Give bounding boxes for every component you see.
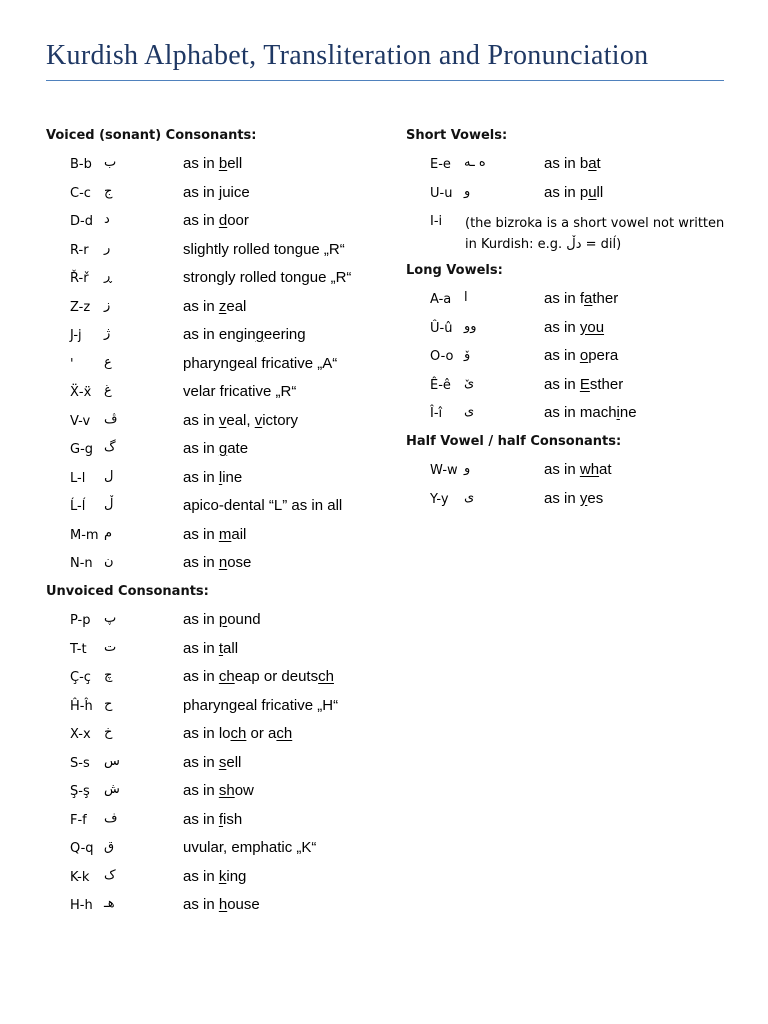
latin-letter: Ĺ-ĺ	[70, 499, 86, 514]
arabic-letter: ق	[104, 839, 115, 854]
pronunciation-text: sther	[589, 375, 624, 393]
latin-letter: '	[70, 356, 74, 372]
latin-letter: Û-û	[430, 320, 453, 336]
pronunciation-text: eal	[226, 297, 247, 315]
letter-row	[70, 811, 390, 833]
pronunciation-highlight: j	[218, 183, 223, 201]
latin-letter: Î-î	[430, 406, 443, 421]
pronunciation-text: as in	[544, 489, 580, 507]
pronunciation	[183, 526, 246, 543]
letter-row	[70, 298, 390, 320]
latin-letter: J-j	[70, 328, 82, 343]
pronunciation-text: oor	[227, 212, 249, 229]
pronunciation-text: as in	[183, 867, 219, 885]
pronunciation	[183, 640, 238, 657]
letter-row	[430, 404, 750, 426]
letter-row	[70, 697, 390, 719]
pronunciation-highlight: a	[588, 155, 597, 172]
pronunciation-text: as in b	[544, 155, 589, 172]
pronunciation	[183, 896, 260, 913]
pronunciation-highlight: sh	[218, 782, 235, 799]
pronunciation-highlight: n	[218, 554, 228, 571]
pronunciation-text: ll	[596, 183, 604, 201]
arabic-letter: ی	[464, 404, 475, 419]
latin-letter: F-f	[70, 812, 87, 828]
latin-letter: C-c	[70, 185, 91, 201]
pronunciation-text: as in	[183, 810, 219, 828]
pronunciation-highlight: t	[218, 639, 224, 657]
arabic-letter: ح	[104, 696, 113, 712]
pronunciation-highlight: you	[579, 318, 605, 336]
latin-letter: M-m	[70, 527, 99, 543]
pronunciation-text: as in	[544, 347, 580, 364]
pronunciation-text: as in p	[544, 183, 589, 201]
pronunciation	[544, 490, 603, 507]
arabic-letter: ژ	[104, 326, 111, 341]
letter-row	[70, 212, 390, 234]
pronunciation	[183, 269, 351, 286]
pronunciation-highlight: ch	[318, 668, 334, 685]
letter-row	[70, 868, 390, 890]
pronunciation-text: eal,	[226, 411, 255, 429]
latin-letter: P-p	[70, 613, 91, 628]
pronunciation-text: as in	[183, 753, 219, 771]
pronunciation	[183, 383, 296, 400]
pronunciation	[183, 782, 254, 799]
letter-row	[70, 269, 390, 291]
arabic-letter: ل	[104, 468, 114, 484]
letter-row	[70, 440, 390, 462]
pronunciation	[183, 440, 248, 457]
arabic-letter: و	[464, 461, 471, 476]
pronunciation-text: velar fricative „R“	[183, 383, 297, 400]
pronunciation-highlight: l	[218, 468, 223, 486]
latin-letter: A-a	[430, 292, 452, 307]
pronunciation	[183, 611, 261, 628]
arabic-letter: ۆ	[464, 347, 471, 362]
pronunciation	[183, 697, 338, 714]
pronunciation-text: ictory	[262, 411, 299, 429]
pronunciation	[183, 355, 337, 372]
letter-row	[70, 469, 390, 491]
pronunciation	[183, 868, 246, 885]
pronunciation-text: as in	[183, 554, 219, 571]
arabic-letter: گ	[104, 440, 116, 455]
latin-letter: E-e	[430, 157, 451, 172]
pronunciation-text: pharyngeal fricative „A“	[183, 354, 338, 372]
letter-row	[70, 554, 390, 576]
pronunciation-highlight: z	[218, 297, 227, 315]
letter-row	[70, 611, 390, 633]
pronunciation-text: as in	[183, 212, 219, 229]
pronunciation-highlight: g	[255, 326, 264, 343]
pronunciation	[544, 319, 604, 336]
pronunciation-highlight: ch	[230, 725, 247, 742]
bizroka-example-arabic: دڵ	[566, 237, 582, 252]
unvoiced-consonants-heading: Unvoiced Consonants:	[46, 584, 209, 599]
latin-letter: K-k	[70, 869, 90, 885]
letter-row	[430, 290, 750, 312]
latin-letter: R-r	[70, 242, 89, 258]
letter-row	[70, 412, 390, 434]
letter-row	[430, 319, 750, 341]
latin-letter: U-u	[430, 185, 453, 201]
pronunciation-text: ose	[227, 554, 252, 571]
arabic-letter: ێ	[464, 375, 475, 391]
letter-row	[70, 640, 390, 662]
pronunciation-text: as in f	[544, 290, 585, 307]
pronunciation-highlight: d	[218, 212, 228, 229]
latin-letter: D-d	[70, 214, 93, 229]
arabic-letter: م	[104, 525, 113, 541]
pronunciation	[183, 554, 251, 571]
pronunciation-text: es	[587, 489, 604, 507]
bizroka-note-line2	[465, 234, 724, 255]
arabic-letter: و	[464, 183, 471, 199]
pronunciation	[544, 184, 603, 201]
latin-letter: Q-q	[70, 841, 94, 856]
letter-row	[430, 155, 750, 177]
latin-letter: Y-y	[430, 491, 449, 507]
latin-letter: B-b	[70, 157, 92, 172]
pronunciation-text: as in	[183, 468, 219, 486]
letter-row	[70, 497, 390, 519]
letter-row	[70, 725, 390, 747]
pronunciation-text: as in	[183, 668, 219, 685]
pronunciation-highlight: u	[588, 183, 597, 201]
pronunciation-text: as in	[183, 183, 219, 201]
pronunciation-text: pera	[588, 347, 619, 364]
pronunciation-text: apico-dental “L” as in all	[183, 497, 343, 514]
pronunciation-text: as in	[544, 461, 580, 478]
letter-row	[430, 461, 750, 483]
bizroka-row	[430, 212, 730, 256]
latin-letter: O-o	[430, 349, 454, 364]
pronunciation	[544, 404, 637, 421]
bizroka-note-line1: (the bizroka is a short vowel not written	[465, 216, 725, 231]
pronunciation	[183, 497, 342, 514]
pronunciation-text: as in	[544, 375, 580, 393]
pronunciation-text: strongly rolled tongue „R“	[183, 269, 352, 286]
arabic-letter: ب	[104, 155, 117, 170]
pronunciation	[544, 347, 618, 364]
pronunciation	[183, 668, 334, 685]
pronunciation-highlight: h	[218, 896, 228, 913]
arabic-letter: خ	[104, 725, 113, 740]
arabic-letter: ڵ	[104, 497, 114, 512]
letter-row	[70, 896, 390, 918]
pronunciation	[183, 184, 250, 201]
letter-row	[430, 376, 750, 398]
pronunciation-highlight: b	[218, 155, 228, 172]
pronunciation-highlight: wh	[579, 461, 600, 478]
pronunciation	[544, 290, 618, 307]
arabic-letter: ت	[104, 639, 117, 655]
pronunciation-text: as in	[183, 782, 219, 799]
arabic-letter: س	[104, 753, 120, 769]
latin-letter: T-t	[70, 641, 87, 657]
latin-letter: Ç-ç	[70, 670, 91, 685]
latin-letter: I-i	[430, 214, 443, 229]
pronunciation	[183, 839, 316, 856]
pronunciation-highlight: ch	[276, 725, 293, 742]
pronunciation-text: eering	[263, 326, 306, 343]
arabic-letter: ع	[104, 354, 112, 370]
letter-row	[70, 355, 390, 377]
pronunciation-text: slightly rolled tongue „R“	[183, 240, 345, 258]
latin-letter: N-n	[70, 556, 93, 571]
letter-row	[70, 155, 390, 177]
letter-row	[70, 526, 390, 548]
pronunciation-highlight: g	[218, 440, 228, 457]
pronunciation-text: at	[599, 461, 612, 478]
pronunciation-text: uice	[222, 183, 250, 201]
letter-row	[70, 383, 390, 405]
pronunciation-text: as in	[183, 297, 219, 315]
letter-row	[70, 241, 390, 263]
pronunciation-text: t	[596, 155, 601, 172]
pronunciation-highlight: v	[218, 411, 227, 429]
pronunciation-text: as in	[183, 639, 219, 657]
pronunciation-text: ish	[223, 810, 243, 828]
latin-letter: L-l	[70, 470, 86, 486]
long-vowels-heading: Long Vowels:	[406, 263, 503, 278]
pronunciation-text: ail	[231, 525, 247, 543]
arabic-letter: پ	[104, 611, 117, 626]
arabic-letter: چ	[104, 668, 113, 683]
pronunciation-text: eap or deuts	[234, 668, 319, 685]
pronunciation-text: as in	[544, 318, 580, 336]
arabic-letter: وو	[464, 318, 477, 334]
pronunciation-text: as in	[183, 896, 219, 913]
arabic-letter: ن	[104, 554, 114, 569]
pronunciation-highlight: v	[254, 411, 263, 429]
pronunciation	[544, 155, 601, 172]
arabic-letter: ڤ	[104, 411, 118, 427]
latin-letter: Ş-ş	[70, 784, 90, 799]
half-vowels-heading: Half Vowel / half Consonants:	[406, 434, 622, 449]
arabic-letter: ر	[104, 240, 111, 256]
voiced-consonants-heading: Voiced (sonant) Consonants:	[46, 128, 257, 143]
pronunciation-text: uvular, emphatic „K“	[183, 839, 317, 856]
pronunciation-text: as in	[183, 411, 219, 429]
pronunciation	[544, 461, 612, 478]
pronunciation-highlight: o	[579, 347, 589, 364]
latin-letter: W-w	[430, 463, 458, 478]
pronunciation-highlight: y	[579, 489, 588, 507]
pronunciation	[183, 412, 298, 429]
pronunciation-highlight: p	[218, 611, 228, 628]
pronunciation-highlight: ch	[218, 668, 235, 685]
pronunciation	[183, 725, 292, 742]
pronunciation-text: ell	[226, 753, 242, 771]
letter-row	[70, 782, 390, 804]
latin-letter: V-v	[70, 413, 91, 429]
letter-row	[430, 184, 750, 206]
latin-letter: G-g	[70, 442, 94, 457]
pronunciation-text: as in mach	[544, 404, 617, 421]
pronunciation-text: as in	[183, 525, 219, 543]
pronunciation-text: all	[223, 639, 239, 657]
arabic-letter: ا	[464, 290, 468, 305]
pronunciation	[544, 376, 623, 393]
pronunciation-text: ell	[227, 155, 243, 172]
pronunciation-highlight: s	[218, 753, 227, 771]
latin-letter: Ẍ-ẍ	[70, 385, 92, 400]
latin-letter: S-s	[70, 755, 90, 771]
pronunciation	[183, 326, 306, 343]
arabic-letter: د	[104, 212, 110, 227]
letter-row	[430, 347, 750, 369]
pronunciation	[183, 469, 242, 486]
letter-row	[70, 326, 390, 348]
page-title: Kurdish Alphabet, Transliteration and Pronunciation	[46, 40, 649, 71]
pronunciation-highlight: a	[584, 290, 593, 307]
letter-row	[70, 668, 390, 690]
pronunciation-text: ne	[619, 404, 637, 421]
pronunciation-text: pharyngeal fricative „H“	[183, 696, 339, 714]
pronunciation-text: ine	[222, 468, 243, 486]
arabic-letter: ش	[104, 782, 120, 797]
arabic-letter: هـ	[104, 896, 115, 911]
letter-row	[70, 184, 390, 206]
pronunciation-highlight: E	[579, 375, 590, 393]
pronunciation	[183, 811, 242, 828]
pronunciation-highlight: m	[218, 525, 232, 543]
pronunciation	[183, 241, 345, 258]
arabic-letter: ک	[104, 867, 116, 883]
pronunciation-text: ther	[592, 290, 619, 307]
arabic-letter: ز	[104, 297, 111, 313]
letter-row	[430, 490, 750, 512]
pronunciation-highlight: f	[218, 810, 224, 828]
pronunciation	[183, 212, 249, 229]
letter-row	[70, 839, 390, 861]
short-vowels-heading: Short Vowels:	[406, 128, 508, 143]
pronunciation-text: as in lo	[183, 725, 231, 742]
bizroka-note-line2-post: = diĺ)	[581, 237, 622, 252]
letter-row	[70, 754, 390, 776]
arabic-letter: ە ـە	[464, 155, 486, 170]
arabic-letter: ف	[104, 810, 118, 826]
pronunciation-text: ate	[227, 440, 249, 457]
arabic-letter: ج	[104, 183, 113, 199]
pronunciation-text: ound	[227, 611, 261, 628]
pronunciation-highlight: i	[616, 404, 620, 421]
pronunciation-text: as in	[183, 611, 219, 628]
pronunciation-text: as in	[183, 155, 219, 172]
pronunciation	[183, 754, 241, 771]
pronunciation-text: as in	[183, 440, 219, 457]
latin-letter: Ê-ê	[430, 377, 451, 393]
arabic-letter: ی	[464, 489, 475, 505]
bizroka-note-line2-pre: in Kurdish: e.g.	[465, 237, 567, 252]
pronunciation-text: or a	[246, 725, 277, 742]
latin-letter: X-x	[70, 727, 91, 742]
pronunciation-text: ow	[234, 782, 254, 799]
pronunciation-highlight: k	[218, 867, 227, 885]
latin-letter: H-h	[70, 898, 93, 913]
latin-letter: Ĥ-ĥ	[70, 698, 93, 714]
pronunciation	[183, 298, 246, 315]
pronunciation-text: ing	[226, 867, 247, 885]
pronunciation	[183, 155, 242, 172]
title-divider	[46, 80, 724, 81]
arabic-letter: ڕ	[104, 269, 112, 284]
bizroka-note	[465, 213, 724, 255]
latin-letter: Z-z	[70, 299, 91, 315]
pronunciation-text: ouse	[227, 896, 260, 913]
latin-letter: Ř-ř	[70, 271, 89, 286]
arabic-letter: غ	[104, 383, 112, 398]
pronunciation-text: as in engin	[183, 326, 256, 343]
